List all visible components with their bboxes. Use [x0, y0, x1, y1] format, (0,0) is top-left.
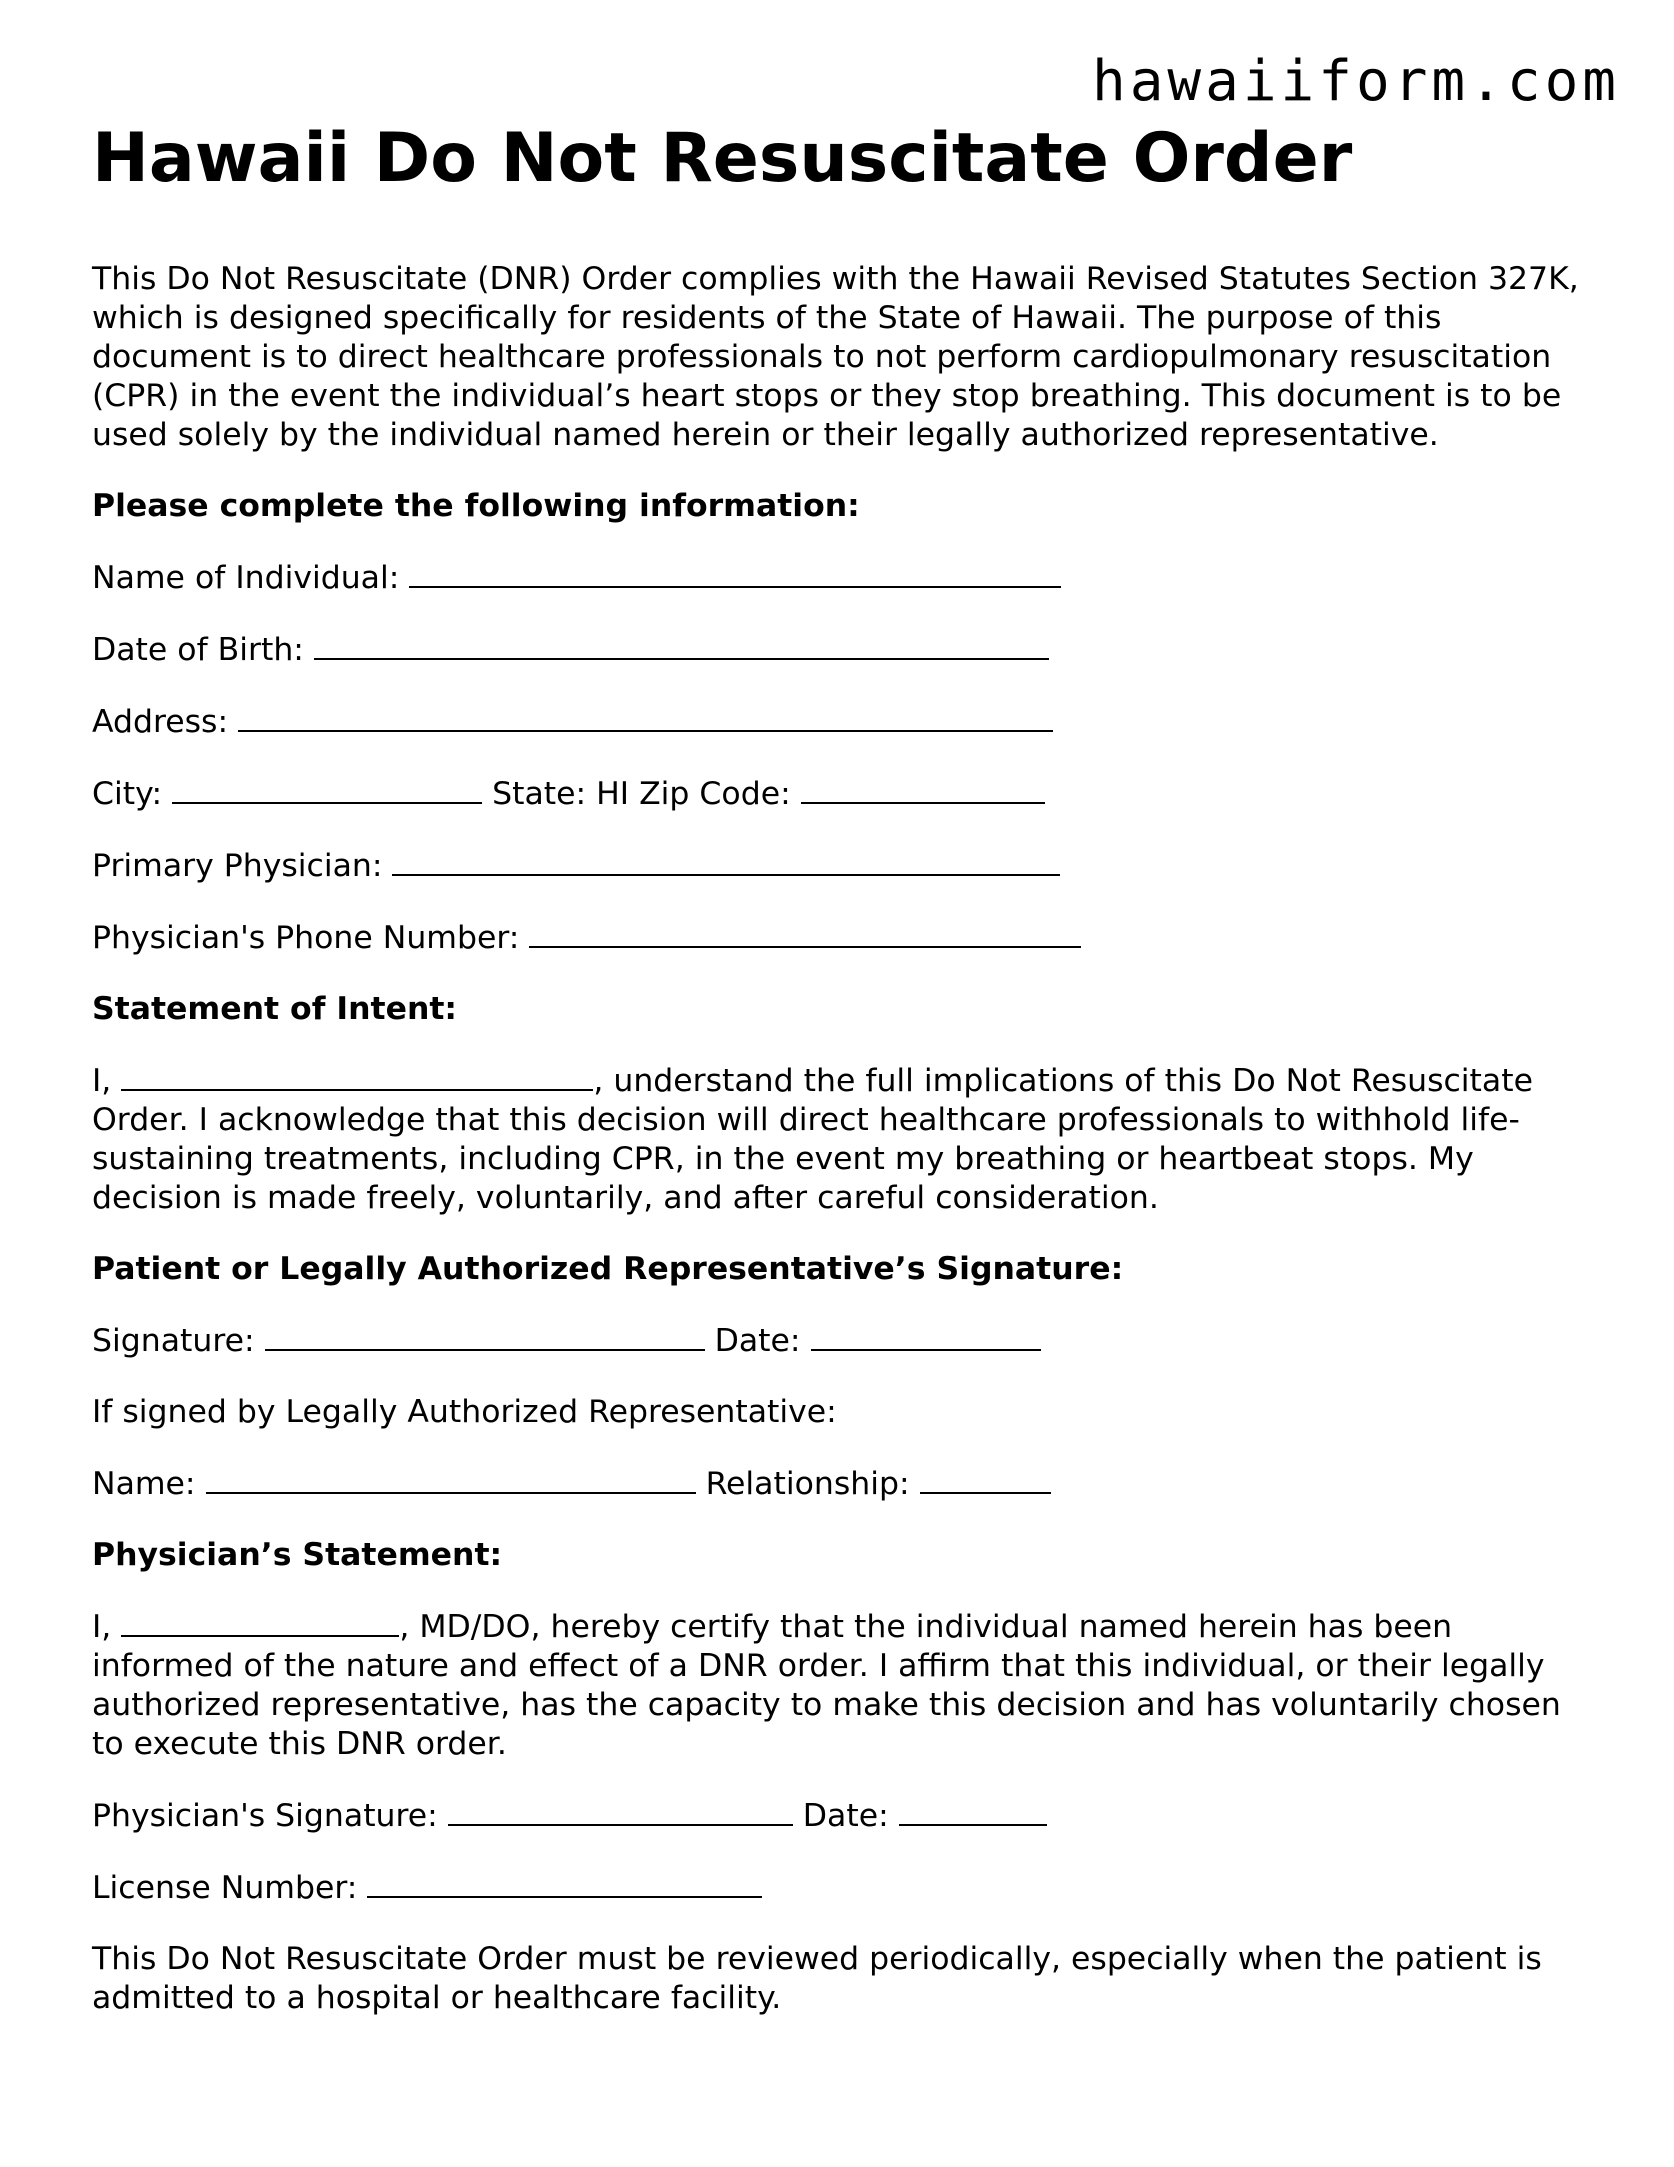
physician-signature-label: Physician's Signature: — [92, 1797, 438, 1834]
physician-date-label: Date: — [802, 1797, 889, 1834]
dob-row — [92, 630, 1592, 670]
signature-field[interactable] — [265, 1321, 705, 1351]
physician-prefix: I, — [92, 1608, 112, 1645]
dob-label: Date of Birth: — [92, 631, 304, 668]
city-row — [92, 774, 1592, 814]
physician-statement-paragraph — [92, 1607, 1592, 1764]
intent-prefix: I, — [92, 1062, 112, 1099]
patient-signature-heading: Patient or Legally Authorized Representative’s Signature: — [92, 1250, 1124, 1287]
info-heading: Please complete the following information: — [92, 487, 860, 524]
phone-row — [92, 918, 1592, 958]
rep-row — [92, 1464, 1592, 1504]
phone-label: Physician's Phone Number: — [92, 919, 520, 956]
zip-field[interactable] — [801, 774, 1045, 804]
physician-field[interactable] — [392, 846, 1060, 876]
intent-heading: Statement of Intent: — [92, 990, 458, 1027]
intent-paragraph — [92, 1061, 1592, 1218]
intent-text: , understand the full implications of this Do Not Resuscitate Order. I acknowledge that this decision will direct healthcare professionals to withhold life-sustaining treatments, including CPR, in the event my breathing or heartbeat stops. My decision is made freely, voluntarily, and after careful consideration. — [92, 1062, 1533, 1216]
signature-date-field[interactable] — [811, 1321, 1041, 1351]
address-row — [92, 702, 1592, 742]
physician-name-field[interactable] — [121, 1607, 399, 1637]
signature-label: Signature: — [92, 1322, 255, 1359]
state-label: State: HI — [492, 775, 630, 812]
address-label: Address: — [92, 703, 229, 740]
footer-paragraph: This Do Not Resuscitate Order must be reviewed periodically, especially when the patient is admitted to a hospital or healthcare facility. — [92, 1940, 1542, 2016]
license-row — [92, 1868, 1592, 1908]
name-row — [92, 558, 1592, 598]
zip-label: Zip Code: — [639, 775, 791, 812]
license-label: License Number: — [92, 1869, 358, 1906]
address-field[interactable] — [238, 702, 1053, 732]
license-field[interactable] — [367, 1868, 762, 1898]
rep-name-label: Name: — [92, 1465, 196, 1502]
rep-note: If signed by Legally Authorized Representative: — [92, 1393, 837, 1430]
site-watermark: hawaiiform.com — [1091, 49, 1620, 114]
city-field[interactable] — [172, 774, 482, 804]
physician-statement-heading: Physician’s Statement: — [92, 1536, 503, 1573]
physician-signature-field[interactable] — [448, 1796, 793, 1826]
page-title: Hawaii Do Not Resuscitate Order — [92, 119, 1353, 198]
dob-field[interactable] — [314, 630, 1049, 660]
signature-date-label: Date: — [714, 1322, 801, 1359]
name-label: Name of Individual: — [92, 559, 400, 596]
document-page — [92, 118, 1592, 2018]
physician-signature-row — [92, 1796, 1592, 1836]
intent-name-field[interactable] — [121, 1061, 593, 1091]
phone-field[interactable] — [529, 918, 1081, 948]
physician-statement-text: , MD/DO, hereby certify that the individual named herein has been informed of the nature and effect of a DNR order. I affirm that this individual, or their legally authorized representative, has the capacity to make this decision and has voluntarily chosen to execute this DNR order. — [92, 1608, 1561, 1762]
city-label: City: — [92, 775, 163, 812]
name-field[interactable] — [409, 558, 1061, 588]
relationship-field[interactable] — [920, 1464, 1051, 1494]
relationship-label: Relationship: — [705, 1465, 910, 1502]
rep-name-field[interactable] — [206, 1464, 696, 1494]
physician-row — [92, 846, 1592, 886]
physician-label: Primary Physician: — [92, 847, 383, 884]
signature-row — [92, 1321, 1592, 1361]
intro-paragraph: This Do Not Resuscitate (DNR) Order complies with the Hawaii Revised Statutes Section 327K, which is designed specifically for residents of the State of Hawaii. The purpose of this document is to direct healthcare professionals to not perform cardiopulmonary resuscitation (CPR) in the event the individual’s heart stops or they stop breathing. This document is to be used solely by the individual named herein or their legally authorized representative. — [92, 260, 1579, 453]
physician-date-field[interactable] — [899, 1796, 1047, 1826]
